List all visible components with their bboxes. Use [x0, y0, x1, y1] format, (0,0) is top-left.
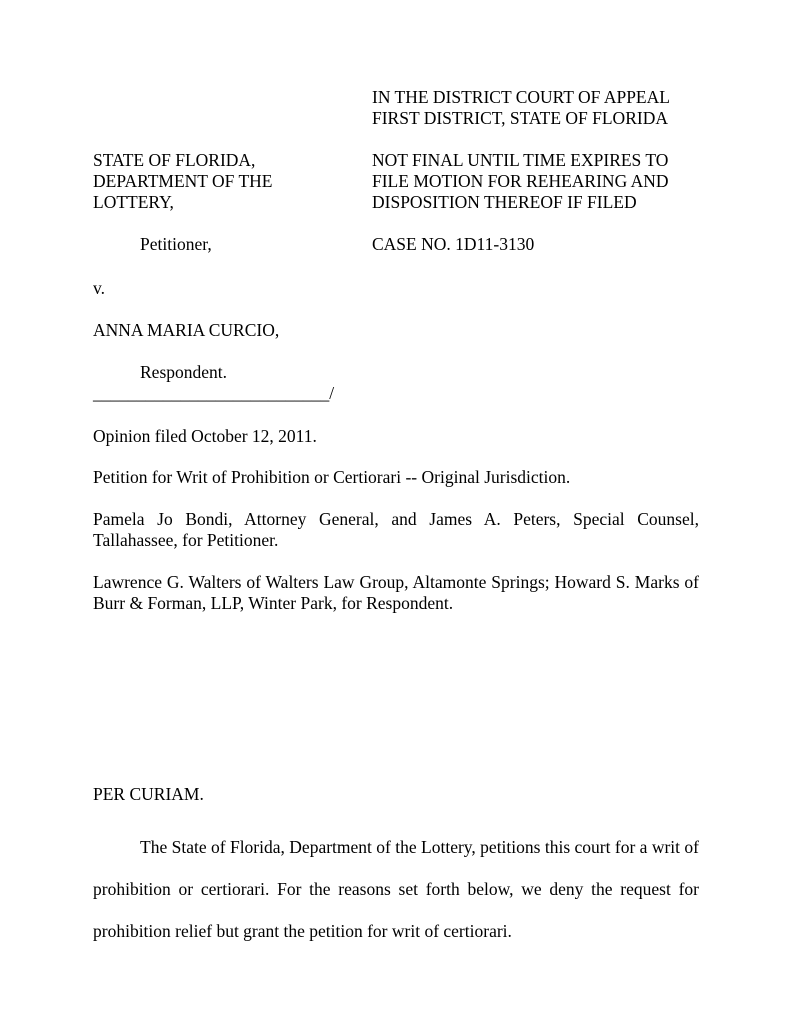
counsel-for-petitioner: Pamela Jo Bondi, Attorney General, and James A. Peters, Special Counsel, Tallahassee, for Petitioner. — [93, 509, 699, 550]
petitioner-party — [93, 150, 273, 213]
respondent-role: Respondent. — [140, 362, 228, 382]
petitioner-party-line3: LOTTERY, — [93, 192, 174, 212]
finality-notice-line3: DISPOSITION THEREOF IF FILED — [372, 192, 637, 212]
petitioner-party-line1: STATE OF FLORIDA, — [93, 150, 256, 170]
court-heading-line1: IN THE DISTRICT COURT OF APPEAL — [372, 87, 670, 107]
finality-notice-line2: FILE MOTION FOR REHEARING AND — [372, 171, 669, 191]
petitioner-role: Petitioner, — [140, 234, 212, 254]
finality-notice — [372, 150, 669, 213]
court-heading — [372, 87, 670, 129]
opinion-body-paragraph: The State of Florida, Department of the Lottery, petitions this court for a writ of prohibition or certiorari. For the reasons set forth below, we deny the request for prohibition relief but grant the petition for writ of certiorari. — [93, 837, 699, 941]
per-curiam-heading: PER CURIAM. — [93, 784, 204, 804]
case-number: CASE NO. 1D11-3130 — [372, 234, 535, 254]
petition-type: Petition for Writ of Prohibition or Certiorari -- Original Jurisdiction. — [93, 467, 571, 487]
opinion-filed-date: Opinion filed October 12, 2011. — [93, 426, 317, 446]
caption-divider-line: ___________________________/ — [93, 383, 335, 403]
court-heading-line2: FIRST DISTRICT, STATE OF FLORIDA — [372, 108, 668, 128]
petitioner-party-line2: DEPARTMENT OF THE — [93, 171, 273, 191]
finality-notice-line1: NOT FINAL UNTIL TIME EXPIRES TO — [372, 150, 669, 170]
counsel-for-respondent: Lawrence G. Walters of Walters Law Group, Altamonte Springs; Howard S. Marks of Burr & Forman, LLP, Winter Park, for Respondent. — [93, 572, 699, 613]
versus: v. — [93, 278, 105, 298]
respondent-name: ANNA MARIA CURCIO, — [93, 320, 280, 340]
